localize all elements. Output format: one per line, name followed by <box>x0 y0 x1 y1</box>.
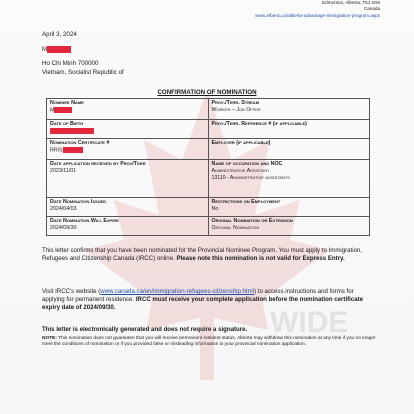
dob-value <box>50 128 205 135</box>
original-label: Original Nomination or Extension <box>211 218 293 225</box>
paragraph-ircc <box>42 288 378 312</box>
paragraph-signature <box>42 326 378 334</box>
occupation-value-2: 13110 - Administrative assistants <box>211 174 290 181</box>
paragraph-signature-text: This letter is electronically generated and does not require a signature. <box>42 326 248 333</box>
recipient-name-line <box>42 45 124 54</box>
paragraph-ircc-bold: IRCC must receive your complete application before the nomination certificate expiry date of 2024/09/30. <box>42 296 364 312</box>
occupation-value-1: Administrative Assistant <box>211 167 270 174</box>
table-cell <box>47 139 209 160</box>
sender-url-link[interactable]: www.Alberta.ca/alberta-advantage-immigration-program.aspx <box>255 12 380 18</box>
table-cell <box>47 160 209 198</box>
expire-value: 2024/09/30 <box>50 224 77 231</box>
stream-label: Prov./Terr. Stream <box>211 100 260 107</box>
sender-address-line1: Edmonton, Alberta, T5J 4G8 <box>322 0 380 5</box>
note-block <box>42 336 378 349</box>
issued-label: Date Nomination Issued <box>50 199 107 206</box>
recipient-city: Ho Chi Minh 700000 <box>42 60 99 67</box>
table-cell <box>208 198 370 217</box>
redaction-bar <box>63 147 83 153</box>
recipient-name-initial: M <box>42 46 48 53</box>
table-row <box>47 198 370 217</box>
table-cell <box>208 99 370 120</box>
certificate-value <box>50 147 205 154</box>
table-cell <box>208 160 370 198</box>
paragraph-ircc-text-after: ) to access instructions and forms for applying for permanent residence. <box>42 288 354 304</box>
date-received-value: 2023/11/01 <box>50 167 77 174</box>
restrictions-value: No <box>211 205 219 212</box>
issued-value: 2024/04/03 <box>50 205 77 212</box>
table-row <box>47 99 370 120</box>
ircc-link[interactable]: www.canada.ca/en/immigration-refugees-citizenship.html <box>100 288 255 295</box>
sender-address-line2: Canada <box>363 6 380 12</box>
table-cell <box>208 217 370 236</box>
nominee-name-value <box>50 107 205 114</box>
recipient-country: Vietnam, Socialist Republic of <box>42 69 124 76</box>
table-row <box>47 160 370 198</box>
table-cell <box>47 99 209 120</box>
redaction-bar <box>50 128 94 134</box>
table-cell <box>47 198 209 217</box>
paragraph-ircc-text-before: Visit IRCC's website ( <box>42 288 101 295</box>
svg-text:WIDE: WIDE <box>270 306 349 339</box>
redaction-bar <box>54 107 72 113</box>
date-received-label: Date application received by Prov/Terr <box>50 161 146 168</box>
nominee-name-label: Nominee Name <box>50 100 84 107</box>
restrictions-label: Restrictions on Employment <box>211 199 281 206</box>
table-cell <box>47 217 209 236</box>
table-cell <box>208 120 370 139</box>
employer-label: Employer (if applicable) <box>211 140 271 147</box>
note-label: NOTE: <box>42 336 57 341</box>
redaction-bar <box>47 46 71 53</box>
expire-label: Date Nomination Will Expire <box>50 218 119 225</box>
paragraph-nomination-bold: Please note this nomination is not valid for Express Entry. <box>176 255 345 263</box>
original-value: Original Nomination <box>211 224 260 231</box>
paragraph-nomination <box>42 247 378 263</box>
nomination-table <box>46 98 370 236</box>
table-cell <box>47 120 209 139</box>
sender-address <box>255 0 380 19</box>
note-text: This nomination does not guarantee that you will receive permanent resident status. Alberta may withdraw this nomination at any time if you no longer meet the conditions of nomination or if you provided false or misleading information in your provincial nomination application. <box>42 336 376 348</box>
nominee-name-initial: M <box>50 107 55 114</box>
letter-date: April 3, 2024 <box>42 31 77 38</box>
table-cell <box>208 139 370 160</box>
table-row <box>47 139 370 160</box>
certificate-prefix: RRIS <box>50 147 63 154</box>
dob-label: Date of Birth <box>50 121 84 128</box>
table-row <box>47 120 370 139</box>
table-row <box>47 217 370 236</box>
recipient-block <box>42 45 124 77</box>
certificate-label: Nomination Certificate # <box>50 140 110 147</box>
stream-value: Worker – Job Offer <box>211 106 261 113</box>
page-title: CONFIRMATION OF NOMINATION <box>157 89 257 96</box>
occupation-label: Name of occupation and NOC <box>211 161 283 168</box>
reference-label: Prov./Terr. Reference # (if applicable) <box>211 121 307 128</box>
paragraph-nomination-text: This letter confirms that you have been nominated for the Provincial Nominee Program. You must apply to Immigration, Refugees and Citizenship Canada (IRCC) online. <box>42 247 363 263</box>
